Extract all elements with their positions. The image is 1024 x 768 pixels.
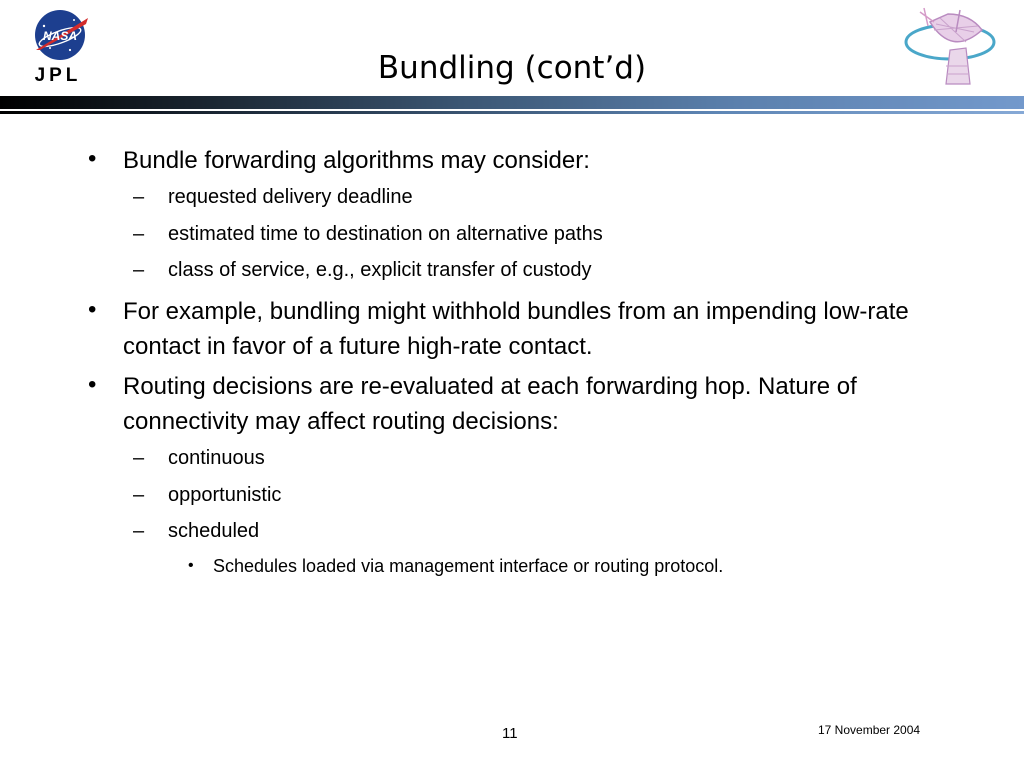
sub-bullet-text: class of service, e.g., explicit transfer of custody [168,259,592,281]
page-number: 11 [502,725,518,742]
sub-bullet-text: estimated time to destination on alternative paths [168,223,603,245]
page-title: Bundling (cont’d) [377,50,647,86]
sub-sub-bullet-marker: • [188,557,194,574]
bullet-marker: • [88,371,97,398]
sub-bullet-text: continuous [168,447,265,469]
sub-bullet-marker: – [133,186,145,208]
bullet-marker: • [88,296,97,323]
sub-bullet-marker: – [133,447,145,469]
jpl-logo-text: JPL [34,65,82,84]
sub-bullet-text: scheduled [168,520,260,542]
bullet-marker: • [88,145,97,172]
sub-bullet-text: opportunistic [168,484,282,506]
bullet-text: Routing decisions are re-evaluated at each forwarding hop. Nature of connectivity may affect routing decisions: [123,373,857,435]
footer-date: 17 November 2004 [818,723,921,737]
sub-bullet-marker: – [133,259,145,281]
header-rule-thin [0,111,1024,114]
sub-bullet-marker: – [133,520,145,542]
deep-space-antenna-icon [900,2,1004,92]
header-rule-thick [0,96,1024,109]
sub-bullet-marker: – [133,223,145,245]
nasa-logo-text: NASA [42,29,78,43]
bullet-text: Bundle forwarding algorithms may consider: [123,147,590,174]
sub-bullet-marker: – [133,484,145,506]
bullet-text: For example, bundling might withhold bundles from an impending low-rate contact in favor of a future high-rate contact. [123,298,909,360]
sub-bullet-text: requested delivery deadline [168,186,413,208]
sub-sub-bullet-text: Schedules loaded via management interface or routing protocol. [213,556,724,576]
